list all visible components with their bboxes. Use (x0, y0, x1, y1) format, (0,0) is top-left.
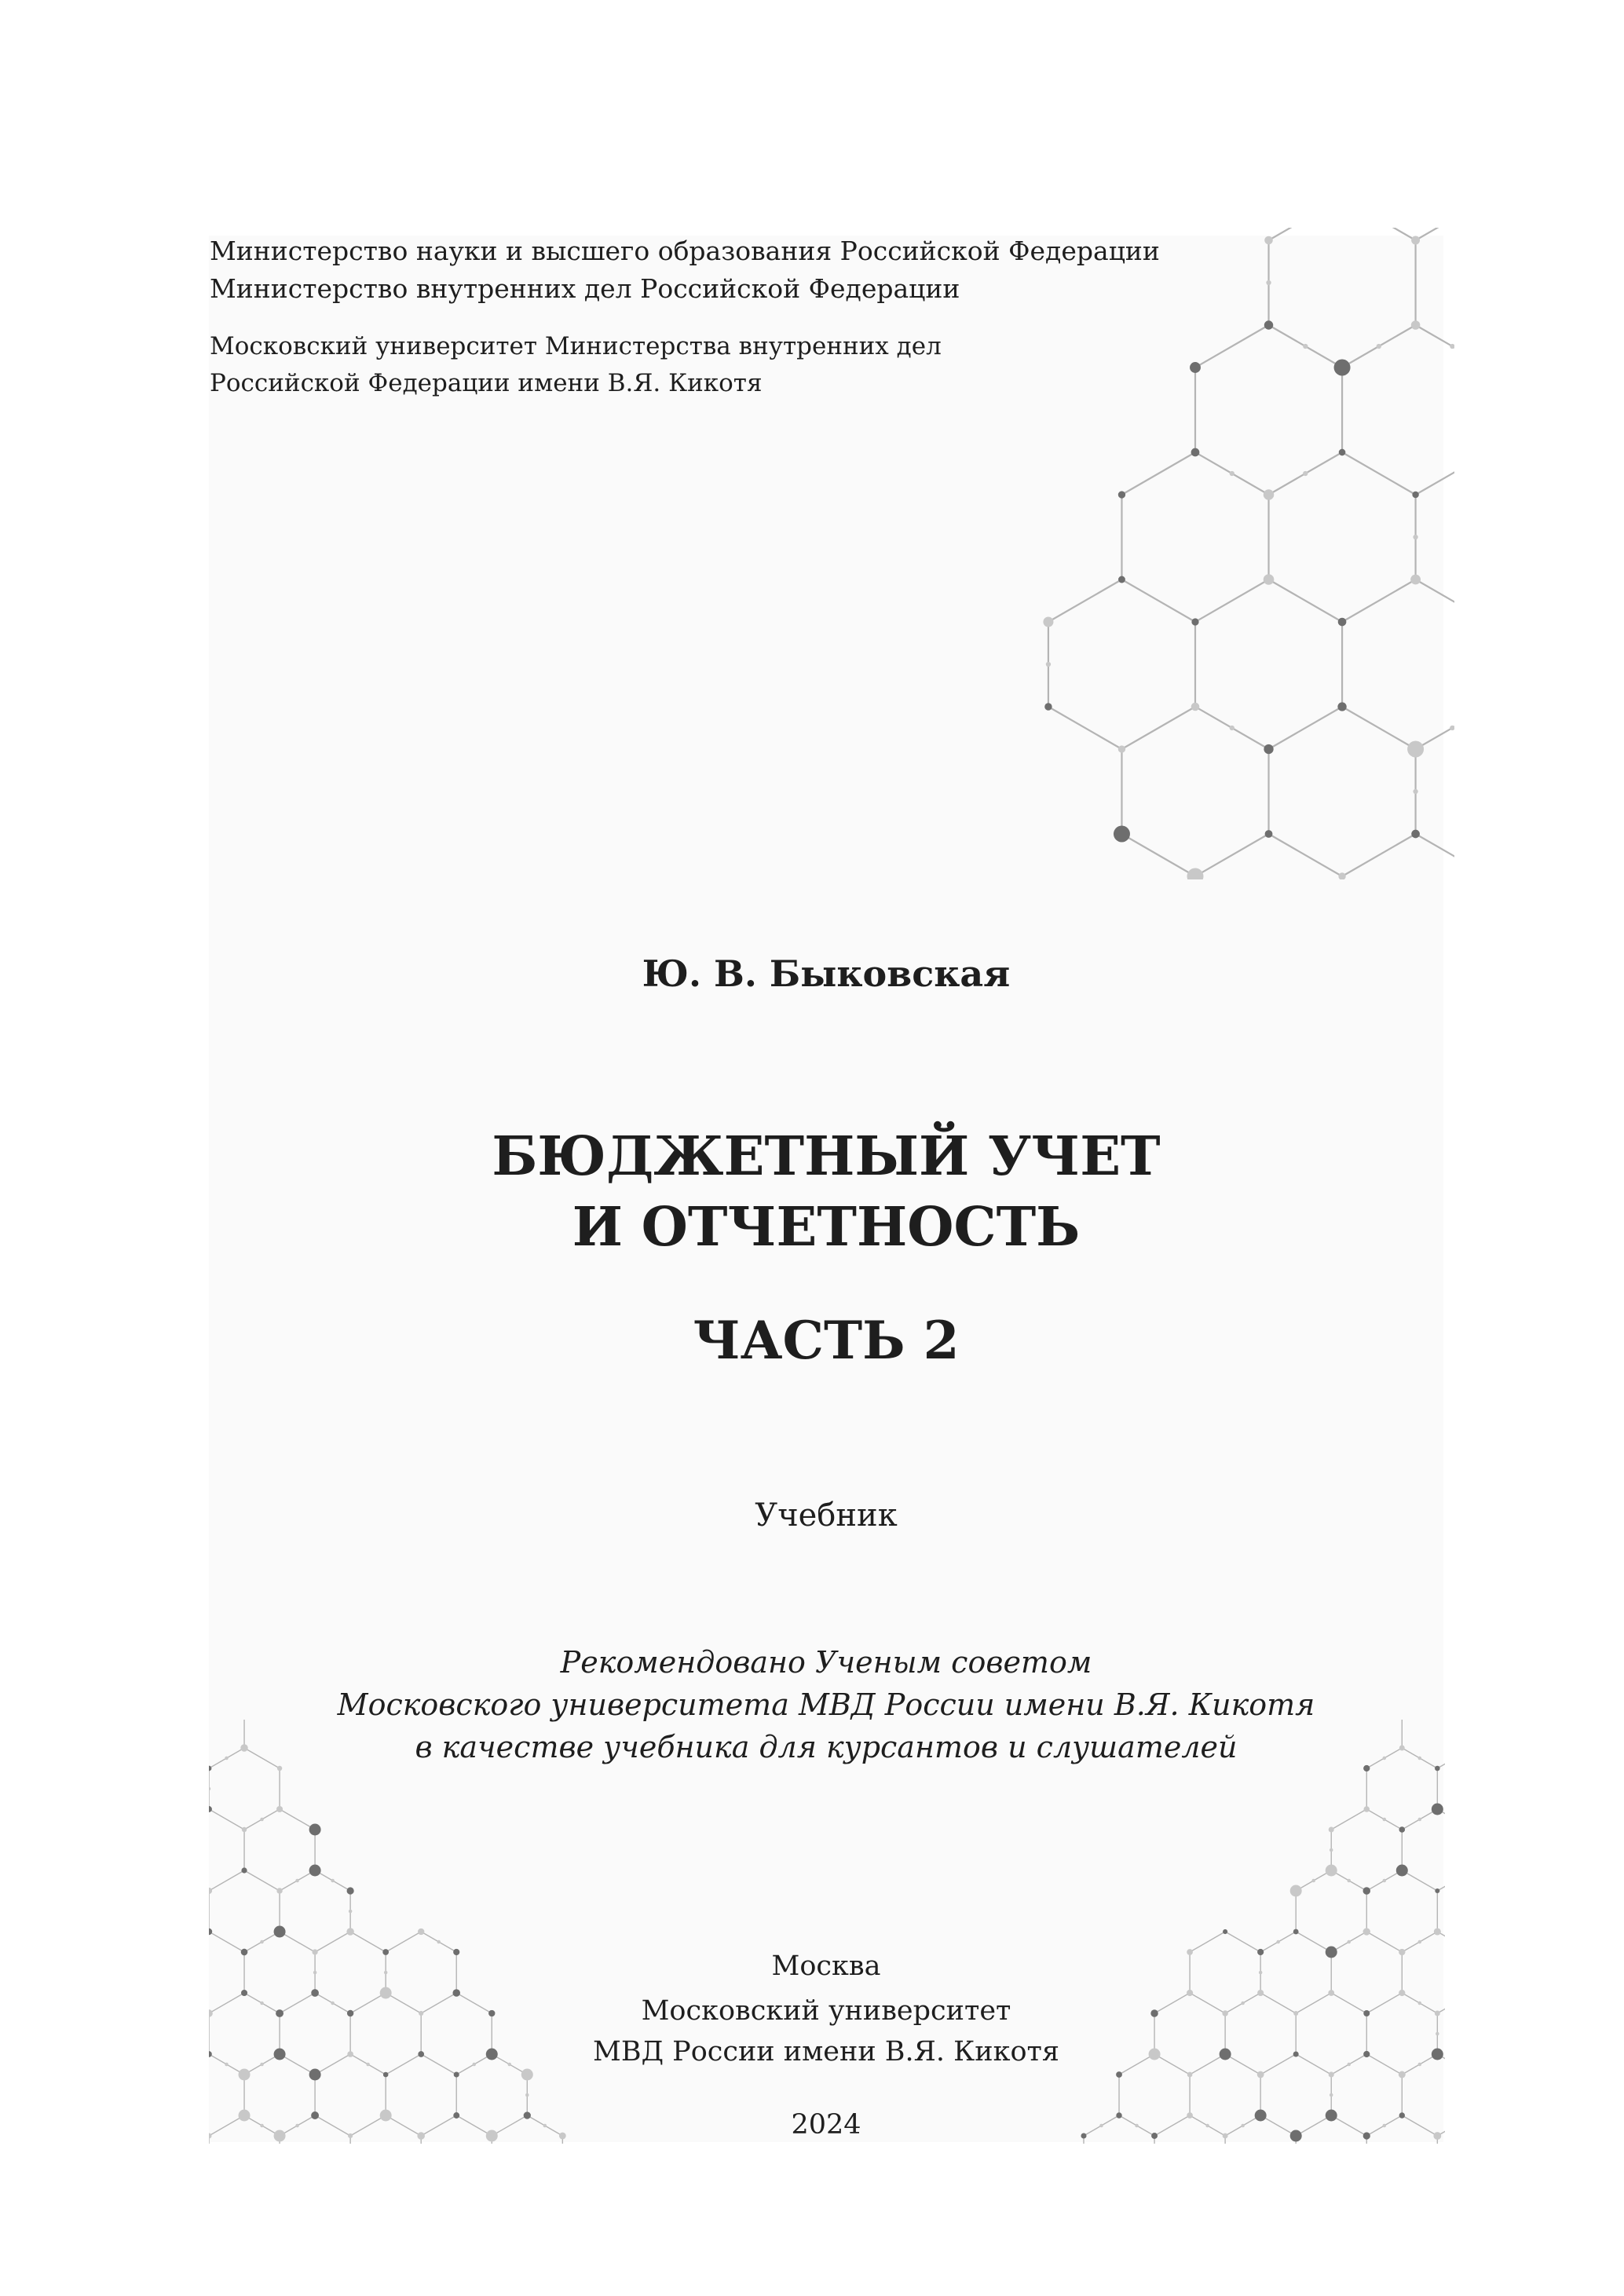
publisher-line-1: Московский университет (641, 1995, 1011, 2027)
recommendation-line-2: Московского университета МВД России имени В.Я. Кикотя (337, 1687, 1315, 1722)
university-block (210, 328, 942, 402)
publication-year: 2024 (791, 2109, 861, 2141)
hexagon-network-top-right (960, 228, 1454, 879)
book-title (209, 1121, 1443, 1263)
author-name: Ю. В. Быковская (642, 952, 1011, 995)
recommendation-line-1: Рекомендовано Ученым советом (560, 1645, 1092, 1680)
hexagon-network-bottom-left (209, 1720, 570, 2144)
document-type: Учебник (755, 1497, 898, 1534)
ministry-science: Министерство науки и высшего образования Российской Федерации (210, 236, 1160, 266)
hexagon-network-bottom-right (1076, 1720, 1445, 2144)
book-title-line-2: И ОТЧЕТНОСТЬ (572, 1196, 1081, 1259)
university-line-1: Московский университет Министерства внутренних дел (210, 332, 942, 360)
ministry-interior: Министерство внутренних дел Российской Федерации (210, 273, 960, 304)
book-title-line-1: БЮДЖЕТНЫЙ УЧЕТ (492, 1125, 1161, 1188)
publisher-block (209, 1991, 1443, 2072)
recommendation-note (209, 1641, 1443, 1768)
book-part: ЧАСТЬ 2 (693, 1310, 960, 1371)
ministry-block (210, 232, 1160, 308)
publication-city: Москва (771, 1951, 881, 1982)
publisher-line-2: МВД России имени В.Я. Кикотя (593, 2036, 1059, 2067)
university-line-2: Российской Федерации имени В.Я. Кикотя (210, 369, 763, 397)
recommendation-line-3: в качестве учебника для курсантов и слушателей (415, 1730, 1238, 1764)
